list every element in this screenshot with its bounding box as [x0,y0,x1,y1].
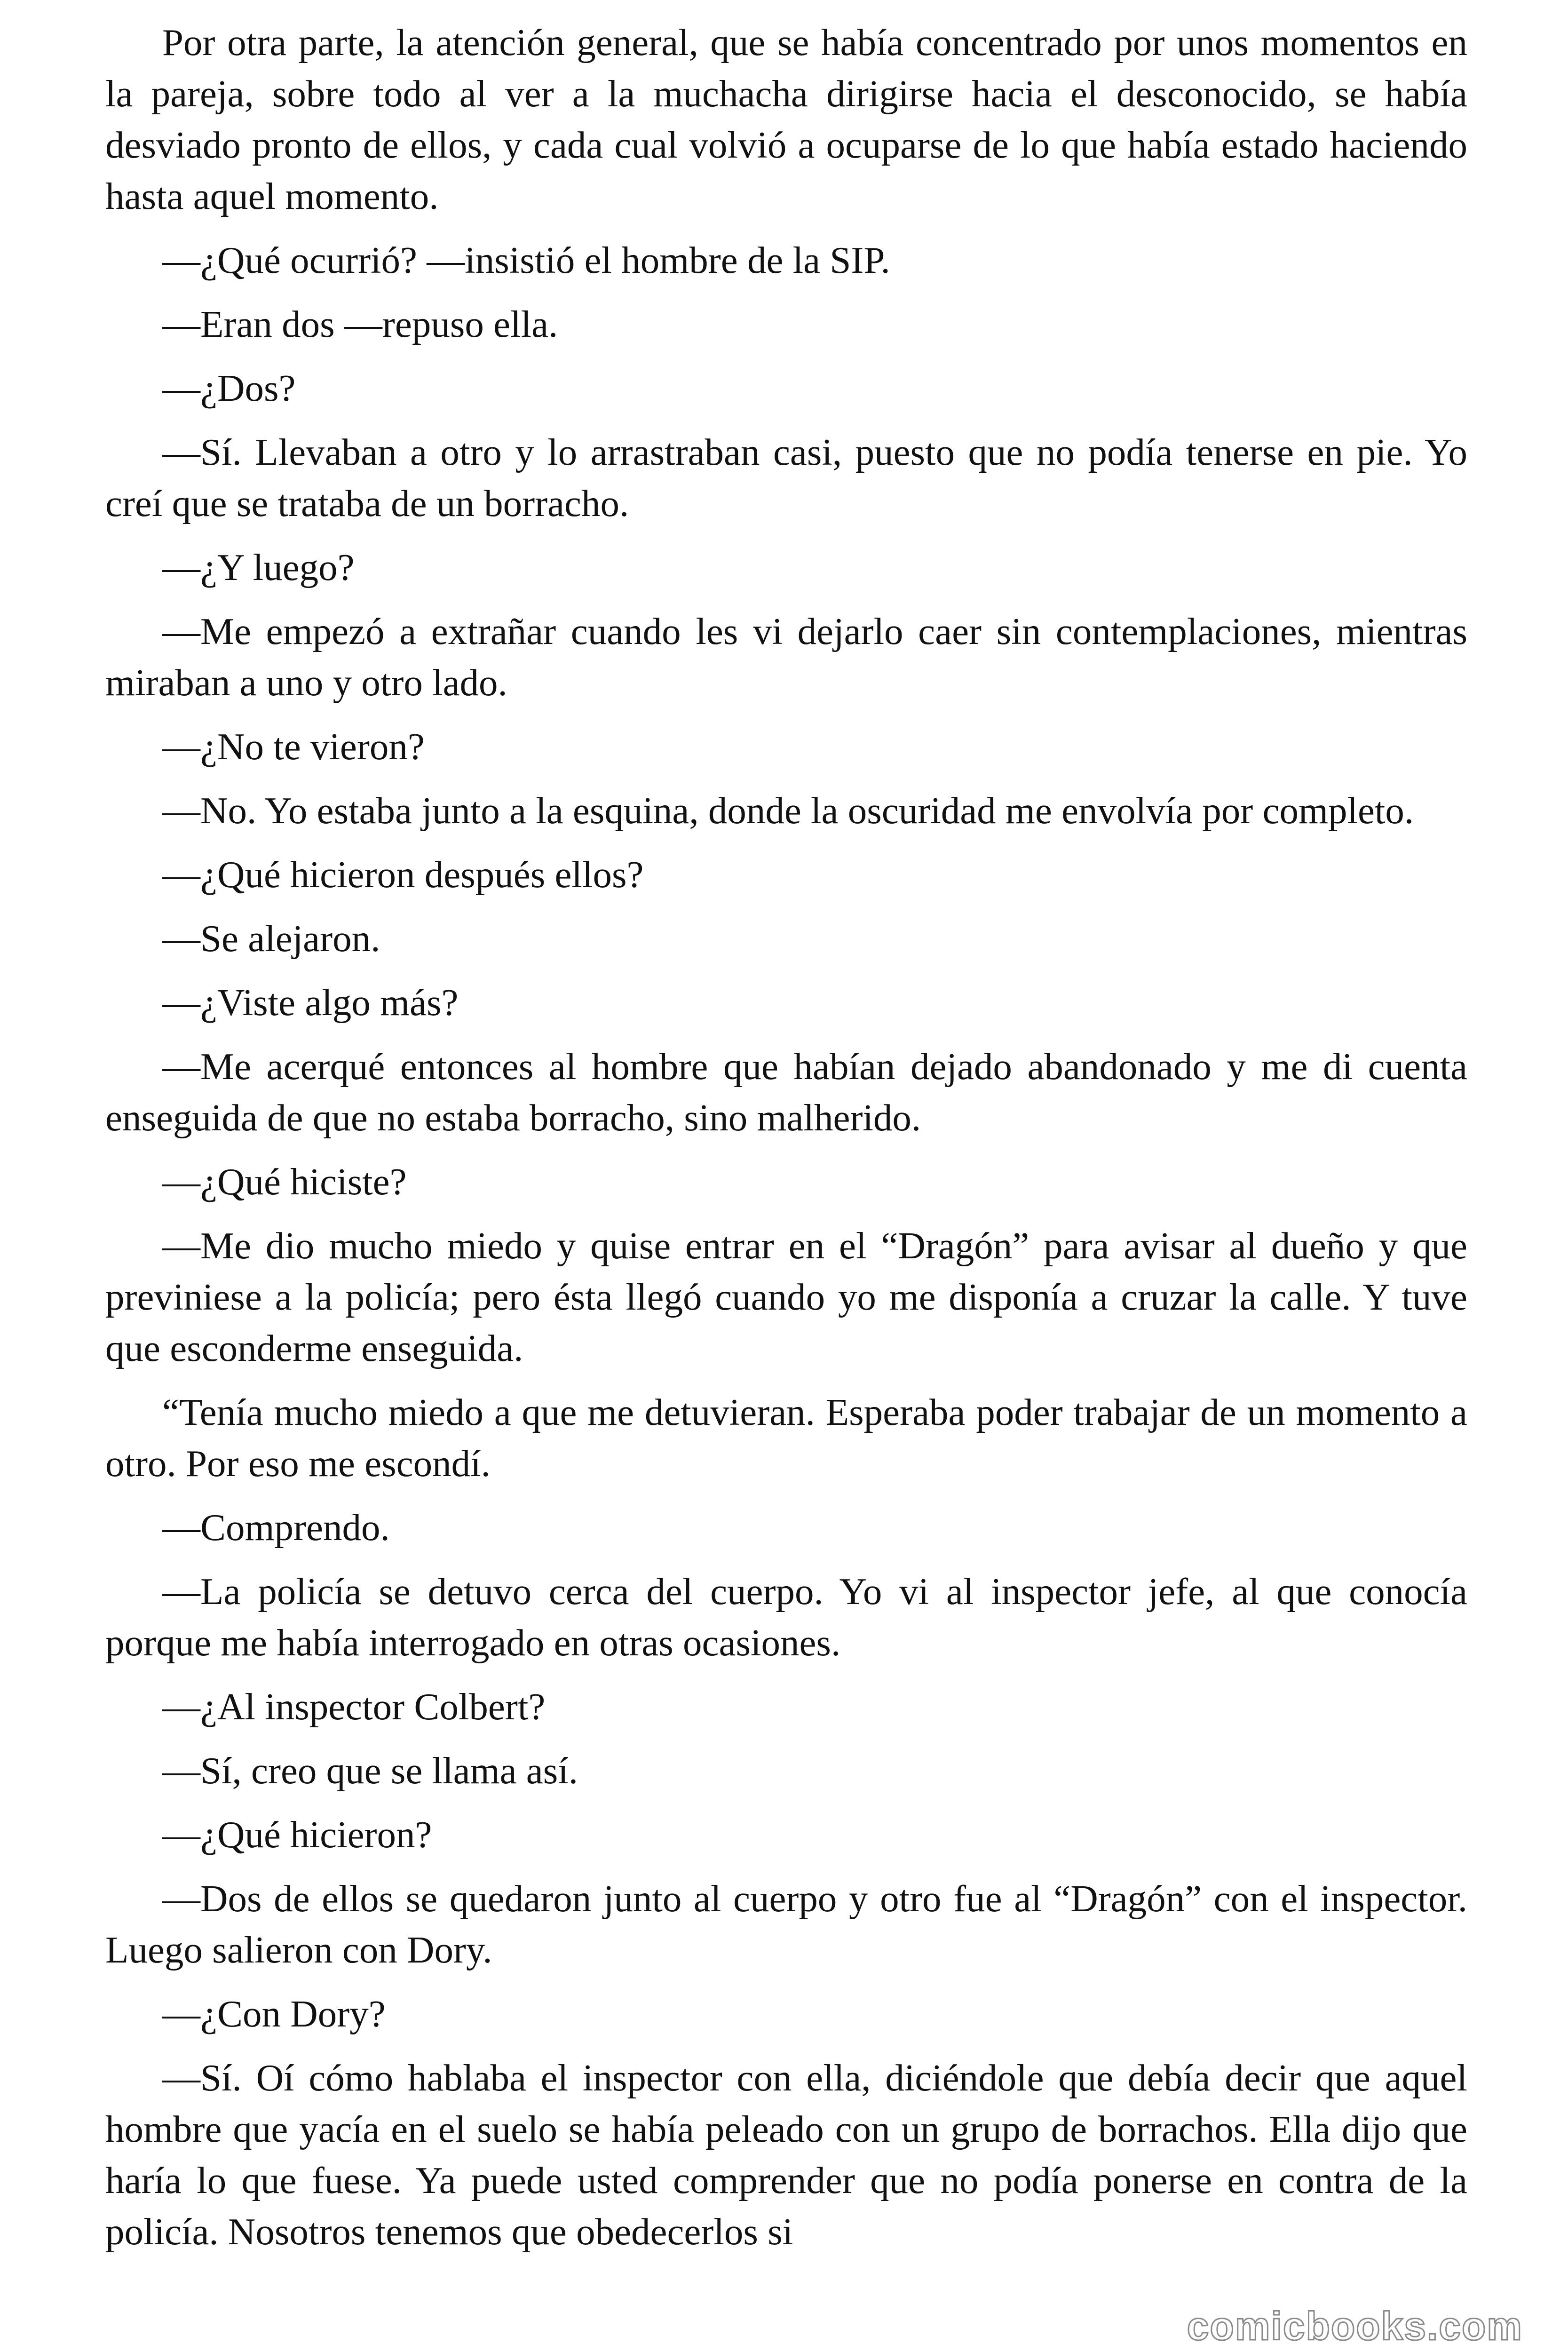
paragraph: —Me dio mucho miedo y quise entrar en el “Dragón” para avisar al dueño y que previniese a la policía; pero ésta llegó cuando yo me disponía a cruzar la calle. Y tuve que esconderme enseguida. [105,1224,1467,1369]
paragraph: “Tenía mucho miedo a que me detuvieran. Esperaba poder trabajar de un momento a otro. Por eso me escondí. [105,1391,1467,1485]
page-body [105,17,1467,2270]
paragraph: —¿Al inspector Colbert? [162,1685,546,1728]
paragraph: —¿Viste algo más? [162,981,459,1024]
paragraph: —¿No te vieron? [162,725,425,768]
paragraph: Por otra parte, la atención general, que se había concentrado por unos momentos en la pareja, sobre todo al ver a la muchacha dirigirse hacia el desconocido, se había desviado pronto de ellos, y cada cual volvió a ocuparse de lo que había estado haciendo hasta aquel momento. [105,21,1467,217]
paragraph: —¿Dos? [162,367,296,409]
paragraph: —Sí. Oí cómo hablaba el inspector con ella, diciéndole que debía decir que aquel hombre que yacía en el suelo se había peleado con un grupo de borrachos. Ella dijo que haría lo que fuese. Ya puede usted comprender que no podía ponerse en contra de la policía. Nosotros tenemos que obedecerlos si [105,2057,1467,2253]
paragraph: —No. Yo estaba junto a la esquina, donde la oscuridad me envolvía por completo. [162,789,1414,832]
paragraph: —Dos de ellos se quedaron junto al cuerpo y otro fue al “Dragón” con el inspector. Luego salieron con Dory. [105,1877,1467,1971]
paragraph: —Se alejaron. [162,917,380,960]
paragraph: —La policía se detuvo cerca del cuerpo. Yo vi al inspector jefe, al que conocía porque me había interrogado en otras ocasiones. [105,1570,1467,1664]
paragraph: —¿Qué hicieron? [162,1813,432,1856]
paragraph: —¿Con Dory? [162,1993,386,2035]
paragraph: —Comprendo. [162,1506,390,1549]
paragraph: —Me acerqué entonces al hombre que habían dejado abandonado y me di cuenta enseguida de que no estaba borracho, sino malherido. [105,1045,1467,1139]
watermark: comicbooks.com [1187,2304,1523,2348]
paragraph: —Sí, creo que se llama así. [162,1749,578,1792]
paragraph: —¿Qué ocurrió? —insistió el hombre de la SIP. [162,239,890,281]
paragraph: —¿Qué hicieron después ellos? [162,853,644,896]
paragraph: —Eran dos —repuso ella. [162,303,558,345]
paragraph: —¿Qué hiciste? [162,1160,407,1203]
paragraph: —¿Y luego? [162,546,355,588]
paragraph: —Me empezó a extrañar cuando les vi dejarlo caer sin contemplaciones, mientras miraban a uno y otro lado. [105,610,1467,704]
paragraph: —Sí. Llevaban a otro y lo arrastraban casi, puesto que no podía tenerse en pie. Yo creí que se trataba de un borracho. [105,431,1467,524]
